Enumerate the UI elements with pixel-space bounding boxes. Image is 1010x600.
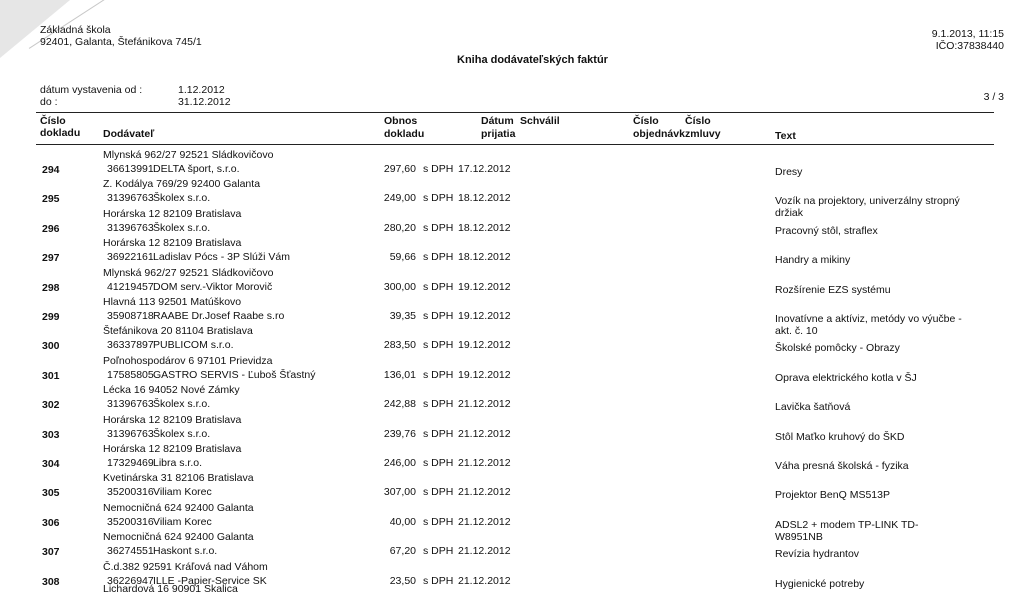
- row-address: Nemocničná 624 92400 Galanta: [103, 501, 254, 514]
- row-number: 307: [42, 546, 60, 559]
- row-date: 19.12.2012: [458, 339, 511, 352]
- table-row: [0, 414, 1010, 444]
- row-number: 300: [42, 340, 60, 353]
- row-text: Rozšírenie EZS systému: [775, 283, 891, 296]
- row-text: Pracovný stôl, straflex: [775, 224, 878, 237]
- row-ico: 31396763: [107, 427, 154, 440]
- row-vat-label: s DPH: [423, 163, 454, 175]
- date-from-label: dátum vystavenia od :: [40, 84, 143, 96]
- row-number: 308: [42, 575, 60, 588]
- row-supplier: Školex s.r.o.: [153, 192, 211, 205]
- table-row: [0, 267, 1010, 297]
- row-date: 17.12.2012: [458, 163, 511, 175]
- table-row: [0, 501, 1010, 543]
- row-amount: 280,20: [383, 221, 416, 234]
- row-ico: 36274551: [107, 545, 154, 558]
- col-text: Text: [775, 130, 796, 142]
- row-amount: 283,50: [383, 339, 416, 352]
- print-datetime: 9.1.2013, 11:15: [931, 28, 1004, 40]
- row-address: Štefánikova 20 81104 Bratislava: [103, 325, 253, 338]
- table-row: [0, 531, 1010, 561]
- row-address: Z. Kodálya 769/29 92400 Galanta: [103, 178, 261, 191]
- col-order-line1: Číslo: [633, 115, 659, 127]
- col-date-line2: prijatia: [481, 128, 516, 140]
- row-address: Horárska 12 82109 Bratislava: [103, 413, 242, 426]
- row-ico: 36226947: [107, 574, 154, 587]
- row-ico: 35200316: [107, 515, 154, 528]
- row-text: Dresy: [775, 166, 803, 178]
- row-text: Školské pomôcky - Obrazy: [775, 342, 900, 355]
- row-ico: 17585805: [107, 368, 154, 381]
- trailing-address: Lichardová 16 90901 Skalica: [103, 583, 238, 595]
- row-amount: 67,20: [389, 545, 416, 558]
- row-date: 19.12.2012: [458, 368, 511, 381]
- row-amount: 249,00: [383, 192, 416, 205]
- row-amount: 307,00: [383, 486, 416, 499]
- date-to-value: 31.12.2012: [178, 96, 231, 108]
- col-contract-line1: Číslo: [685, 115, 711, 127]
- row-amount: 39,35: [389, 310, 416, 322]
- row-number: 299: [42, 311, 60, 323]
- row-supplier: Ladislav Pócs - 3P Slúži Vám: [153, 251, 290, 264]
- row-date: 21.12.2012: [458, 457, 511, 469]
- row-text: Handry a mikiny: [775, 254, 851, 267]
- row-vat-label: s DPH: [423, 457, 454, 469]
- row-vat-label: s DPH: [423, 486, 454, 499]
- row-text: Stôl Maťko kruhový do ŠKD: [775, 430, 905, 443]
- row-vat-label: s DPH: [423, 545, 454, 558]
- row-ico: 17329469: [107, 457, 154, 469]
- header-bottom-rule: [36, 144, 994, 145]
- row-number: 294: [42, 164, 60, 176]
- row-date: 19.12.2012: [458, 280, 511, 293]
- row-ico: 36613991: [107, 163, 154, 175]
- row-amount: 239,76: [383, 427, 416, 440]
- col-contract-line2: zmluvy: [685, 128, 721, 140]
- table-row: [0, 384, 1010, 414]
- row-text: Oprava elektrického kotla v ŠJ: [775, 371, 917, 384]
- row-address: Lécka 16 94052 Nové Zámky: [103, 384, 240, 397]
- row-supplier: Viliam Korec: [153, 515, 212, 528]
- row-supplier: PUBLICOM s.r.o.: [153, 339, 234, 352]
- row-text: Revízia hydrantov: [775, 548, 860, 561]
- col-amount-line2: dokladu: [384, 128, 425, 140]
- row-address: Nemocničná 624 92400 Galanta: [103, 531, 254, 544]
- row-supplier: GASTRO SERVIS - Ľuboš Šťastný: [153, 368, 316, 381]
- table-row: [0, 149, 1010, 179]
- row-ico: 36922161: [107, 251, 154, 264]
- table-row: [0, 208, 1010, 238]
- row-supplier: Školex s.r.o.: [153, 221, 211, 234]
- col-approved: Schválil: [520, 115, 560, 127]
- row-vat-label: s DPH: [423, 427, 454, 440]
- row-date: 18.12.2012: [458, 192, 511, 205]
- row-number: 305: [42, 487, 60, 500]
- row-number: 297: [42, 252, 60, 265]
- row-address: Hlavná 113 92501 Matúškovo: [103, 296, 242, 308]
- row-date: 18.12.2012: [458, 221, 511, 234]
- row-vat-label: s DPH: [423, 280, 454, 293]
- row-ico: 31396763: [107, 398, 154, 411]
- row-text: Lavička šatňová: [775, 401, 851, 414]
- row-text: ADSL2 + modem TP-LINK TD-W8951NB: [775, 518, 919, 543]
- row-supplier: Viliam Korec: [153, 486, 212, 499]
- row-amount: 136,01: [383, 368, 416, 381]
- row-text: Inovatívne a aktíviz, metódy vo výučbe - akt. č. 10: [775, 313, 962, 337]
- row-number: 303: [42, 428, 60, 441]
- row-address: Č.d.382 92591 Kráľová nad Váhom: [103, 560, 268, 573]
- row-amount: 300,00: [383, 280, 416, 293]
- row-amount: 242,88: [383, 398, 416, 411]
- row-amount: 59,66: [389, 251, 416, 264]
- row-address: Horárska 12 82109 Bratislava: [103, 443, 242, 455]
- row-date: 21.12.2012: [458, 574, 511, 587]
- col-order-line2: objednávk: [633, 128, 685, 140]
- row-number: 295: [42, 193, 60, 206]
- date-to-label: do :: [40, 96, 58, 108]
- row-number: 304: [42, 458, 60, 470]
- col-supplier: Dodávateľ: [103, 128, 155, 140]
- row-date: 21.12.2012: [458, 486, 511, 499]
- row-ico: 31396763: [107, 192, 154, 205]
- ico-number: IČO:37838440: [935, 40, 1004, 52]
- row-number: 301: [42, 369, 60, 382]
- row-number: 306: [42, 516, 60, 529]
- table-row: [0, 472, 1010, 502]
- row-text: Váha presná školská - fyzika: [775, 460, 909, 472]
- header-top-rule: [36, 112, 994, 113]
- row-number: 302: [42, 399, 60, 412]
- page-number: 3 / 3: [983, 91, 1004, 103]
- date-from-value: 1.12.2012: [178, 84, 225, 96]
- row-amount: 40,00: [389, 515, 416, 528]
- row-date: 19.12.2012: [458, 310, 511, 322]
- row-supplier: Libra s.r.o.: [153, 457, 203, 469]
- row-text: Projektor BenQ MS513P: [775, 489, 890, 502]
- row-address: Poľnohospodárov 6 97101 Prievidza: [103, 354, 273, 367]
- row-text: Hygienické potreby: [775, 577, 865, 590]
- row-ico: 41219457: [107, 280, 154, 293]
- row-vat-label: s DPH: [423, 221, 454, 234]
- row-supplier: Školex s.r.o.: [153, 398, 211, 411]
- row-vat-label: s DPH: [423, 398, 454, 411]
- row-amount: 297,60: [383, 163, 416, 175]
- row-date: 21.12.2012: [458, 427, 511, 440]
- row-supplier: Školex s.r.o.: [153, 427, 211, 440]
- table-row: [0, 325, 1010, 355]
- col-amount-line1: Obnos: [384, 115, 418, 127]
- col-date-line1: Dátum: [481, 115, 514, 127]
- table-row: [0, 443, 1010, 473]
- row-vat-label: s DPH: [423, 368, 454, 381]
- table-row: [0, 355, 1010, 385]
- row-ico: 35908718: [107, 310, 154, 322]
- row-supplier: DELTA šport, s.r.o.: [153, 163, 240, 175]
- col-number-line2: dokladu: [40, 127, 81, 139]
- school-address: 92401, Galanta, Štefánikova 745/1: [40, 36, 202, 48]
- row-text: Vozík na projektory, univerzálny stropný držiak: [775, 195, 960, 220]
- row-ico: 31396763: [107, 221, 154, 234]
- row-vat-label: s DPH: [423, 310, 454, 322]
- row-vat-label: s DPH: [423, 574, 454, 587]
- row-address: Horárska 12 82109 Bratislava: [103, 207, 242, 220]
- row-supplier: ILLE -Papier-Service SK: [153, 574, 267, 587]
- row-address: Horárska 12 82109 Bratislava: [103, 237, 242, 250]
- row-date: 18.12.2012: [458, 251, 511, 264]
- page-title: Kniha dodávateľských faktúr: [457, 54, 608, 66]
- row-supplier: Haskont s.r.o.: [153, 545, 218, 558]
- row-number: 298: [42, 281, 60, 294]
- row-number: 296: [42, 222, 60, 235]
- row-vat-label: s DPH: [423, 192, 454, 205]
- row-address: Kvetinárska 31 82106 Bratislava: [103, 472, 254, 485]
- row-address: Mlynská 962/27 92521 Sládkovičovo: [103, 266, 274, 279]
- row-ico: 36337897: [107, 339, 154, 352]
- row-address: Mlynská 962/27 92521 Sládkovičovo: [103, 149, 274, 161]
- row-supplier: DOM serv.-Viktor Morovič: [153, 280, 273, 293]
- row-vat-label: s DPH: [423, 515, 454, 528]
- row-amount: 23,50: [389, 574, 416, 587]
- col-number-line1: Číslo: [40, 115, 66, 127]
- row-vat-label: s DPH: [423, 251, 454, 264]
- row-supplier: RAABE Dr.Josef Raabe s.ro: [153, 310, 285, 322]
- row-date: 21.12.2012: [458, 515, 511, 528]
- row-amount: 246,00: [383, 457, 416, 469]
- row-ico: 35200316: [107, 486, 154, 499]
- row-vat-label: s DPH: [423, 339, 454, 352]
- row-date: 21.12.2012: [458, 398, 511, 411]
- school-name: Základná škola: [40, 24, 111, 36]
- row-date: 21.12.2012: [458, 545, 511, 558]
- table-row: [0, 237, 1010, 267]
